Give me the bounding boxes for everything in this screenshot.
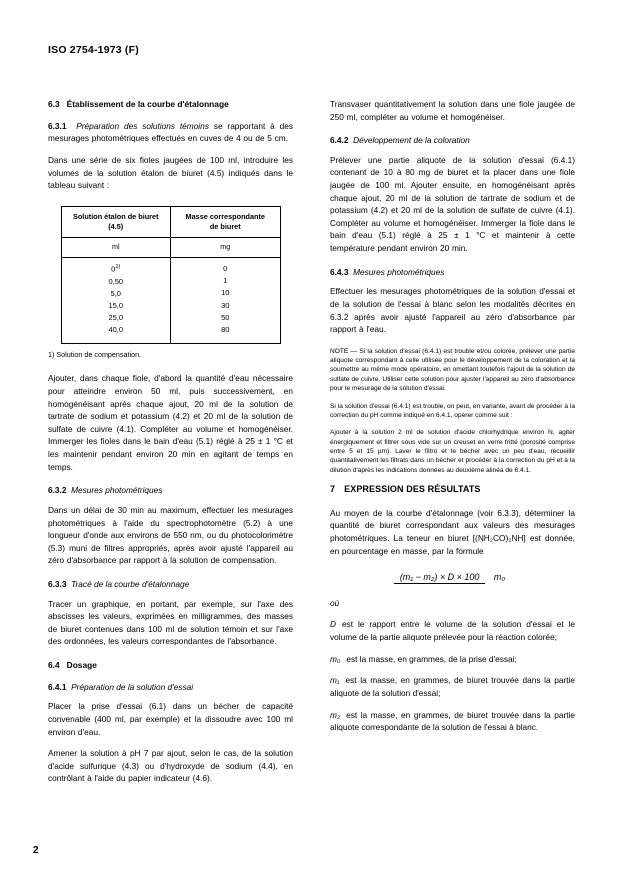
clause-6-4-3-title: Mesures photométriques (353, 266, 445, 277)
clause-6-3-1-title: Préparation des solutions témoins (76, 120, 209, 131)
right-column (330, 98, 575, 743)
clause-6-4-2-number: 6.4.2 (330, 135, 349, 146)
clause-6-3-2-paragraph: Dans un délai de 30 min au maximum, effectuer les mesurages photométriques à l'aide du spectrophotomètre (5.2) à une longueur d'onde aux environs de 550 nm, ou du photocolorimètre (5.3) muni de filtres appropriés, après avoir ajusté l'appareil au zéro d'absorbance par rapport à la solution de compensation. (48, 504, 293, 566)
section-7-title: EXPRESSION DES RÉSULTATS (344, 484, 481, 495)
page-number: 2 (33, 845, 39, 856)
calibration-table (61, 206, 281, 344)
definition-symbol: D (330, 619, 336, 630)
table-row: 25,0 (108, 313, 124, 323)
clause-6-4-1-heading (48, 681, 293, 694)
definition-text: est la masse, en grammes, de la prise d'essai; (346, 653, 517, 664)
definition-symbol: m₀ (330, 653, 341, 664)
clause-6-3-1-text: se rapportant à des mesurages photométriques effectués en cuves de 4 ou de 5 cm. (48, 120, 293, 144)
clause-6-4-1-paragraph-1: Placer la prise d'essai (6.1) dans un bécher de capacité convenable (400 ml, par exemple) et la dissoudre avec 100 ml environ d'eau. (48, 701, 293, 737)
definition-m2 (330, 709, 575, 734)
note-paragraph-1 (330, 347, 575, 394)
clause-6-3-1-paragraph-2: Dans une série de six fioles jaugées de 100 ml, introduire les volumes de la solution étalon de biuret (4.5) indiqués dans le tableau suivant : (48, 154, 293, 191)
clause-6-4-heading (48, 659, 293, 672)
table-values-volume (62, 258, 171, 342)
clause-6-4-number: 6.4 (48, 660, 60, 671)
clause-6-4-3-paragraph: Effectuer les mesurages photométriques de la solution d'essai et de la solution de l'essai à blanc selon les modalités décrites en 6.3.2 après avoir ajusté l'appareil au zéro d'absorbance par rapport à l'eau. (330, 286, 575, 335)
clause-6-3-2-heading (48, 484, 293, 497)
clause-6-3-1-paragraph (48, 120, 293, 145)
section-7-paragraph: Au moyen de la courbe d'étalonnage (voir 6.3.3), déterminer la quantité de biuret correspondant aux valeurs des mesurages photométriques. La teneur en biuret [(NH₂CO)₂NH] est donnée, en pourcentage en masse, par la formule (330, 507, 575, 556)
table-row: 40,0 (108, 325, 124, 335)
note-paragraph-3: Ajouter à la solution 2 ml de solution d'acide chlorhydrique environ N, agiter énergiquement et filtrer sous vide sur un creuset en verre fritté (porosité comprise entre 5 et 15 µm). Laver le filtro et le bécher avec un peu d'eau, recueillir quantitativement les filtrats dans un bécher et procéder à la correction du pH et à la dilution d'après les indications données au deuxième alinéa de 6.4.1. (330, 429, 575, 474)
table-row: 10 (221, 288, 230, 298)
definition-symbol: m₂ (330, 709, 341, 720)
paragraph-after-table: Ajouter, dans chaque fiole, d'abord la quantité d'eau nécessaire pour atteindre environ 50 ml, puis successivement, en homogénéisant après chaque ajout, 20 ml de la solution de tartrate de sodium et potassium (4.2) et 20 ml de la solution de sulfate de cuivre (4.1). Compléter au volume et homogénéiser. Immerger les fioles dans le bain d'eau (5.1) réglé à 25 ± 1 °C et les maintenir pendant environ 20 min en agitant de temps en temps. (48, 373, 293, 472)
table-row: 1 (223, 276, 228, 286)
clause-6-3-3-number: 6.3.3 (48, 578, 67, 589)
clause-6-3-heading (48, 98, 293, 111)
table-header-volume (62, 207, 171, 237)
table-row: 80 (221, 324, 230, 334)
table-row: 0 (223, 264, 228, 274)
clause-6-4-2-paragraph: Prélever une partie aliquote de la solution d'essai (6.4.1) contenant de 10 à 80 mg de biuret et la placer dans une fiole jaugée de 100 ml. Ajouter ensuite, en homogénéisant après chaque ajout, 20 ml de la solution de tartrate de sodium et de potassium (4.2) et 20 ml de la solution de sulfate de cuivre (4.1). Compléter au volume et homogénéiser. Immerger la fiole dans le bain d'eau (5.1) réglé à 25 ± 1 °C et maintenir à cette température pendant environ 20 min. (330, 154, 575, 254)
formula-numerator: (m₁ − m₂) × D × 100 (394, 572, 486, 584)
table-header-volume-line1: Solution étalon de biuret (72, 211, 159, 221)
document-header: ISO 2754-1973 (F) (48, 44, 139, 56)
note-paragraph-2: Si la solution d'essai (6.4.1) est trouble, on peut, en variante, avant de procéder à la correction du pH comme indiqué en 6.4.1, opérer comme suit : (330, 402, 575, 419)
definition-m1 (330, 674, 575, 699)
table-col-mass (171, 207, 280, 343)
table-col-volume (62, 207, 172, 343)
clause-6-3-2-number: 6.3.2 (48, 485, 67, 496)
formula-denominator: m₀ (493, 572, 506, 583)
table-row: 50 (221, 312, 230, 322)
table-row: 15,0 (108, 301, 124, 311)
table-values-mass (171, 258, 280, 342)
clause-6-4-1-title: Préparation de la solution d'essai (71, 681, 194, 692)
definition-D (330, 618, 575, 643)
clause-6-4-3-number: 6.4.3 (330, 266, 349, 277)
clause-6-4-2-heading (330, 134, 575, 147)
table-header-mass (171, 207, 280, 237)
table-row: 0,50 (108, 276, 124, 286)
clause-6-4-2-title: Développement de la coloration (353, 135, 470, 146)
definition-text: est la masse, en grammes, de biuret trouvée dans la partie aliquote correspondante de la solution de l'essai à blanc. (330, 709, 575, 733)
clause-6-3-3-title: Tracé de la courbe d'étalonnage (71, 578, 190, 589)
table-head-row (62, 207, 280, 343)
clause-6-3-1-number: 6.3.1 (48, 120, 67, 131)
clause-6-3-title: Établissement de la courbe d'étalonnage (66, 99, 229, 109)
clause-6-4-3-heading (330, 266, 575, 279)
table-header-volume-line2: (4.5) (108, 222, 124, 232)
table-footnote: 1) Solution de compensation. (48, 349, 142, 359)
calibration-table-wrapper (48, 206, 293, 344)
clause-6-4-1-paragraph-2: Amener la solution à pH 7 par ajout, selon le cas, de la solution d'acide sulfurique (4.3) ou d'hydroxyde de sodium (4.4), en contrôlant à l'aide du papier indicateur (4.6). (48, 748, 293, 784)
table-row: 30 (221, 300, 230, 310)
table-header-mass-line2: de biuret (209, 222, 241, 232)
clause-6-3-2-title: Mesures photométriques (71, 485, 163, 496)
formula-fraction (394, 571, 511, 585)
table-header-mass-line1: Masse correspondante (185, 211, 265, 221)
biuret-formula (330, 571, 575, 585)
clause-6-4-1-number: 6.4.1 (48, 681, 67, 692)
table-unit-volume: ml (62, 237, 171, 258)
right-top-paragraph: Transvaser quantitativement la solution dans une fiole jaugée de 250 ml, compléter au volume et homogénéiser. (330, 99, 575, 122)
table-unit-mass: mg (171, 237, 280, 258)
clause-6-4-title: Dosage (66, 660, 97, 671)
left-column (48, 98, 293, 794)
definition-text: est le rapport entre le volume de la solution d'essai et le volume de la partie aliquote prélevée pour la réaction colorée; (330, 619, 575, 643)
note-text-1: — Si la solution d'essai (6.4.1) est trouble et/ou colorée, prélever une partie aliquote correspondant à celle utilisée pour le développement de la coloration et la soumettre au même mode opératoire, en omettant toutefois l'ajout de la solution de sulfate de cuivre. Utiliser cette solution pour ajuster l'appareil au zéro d'absorbance pour le mesurage de la solution d'essai. (330, 347, 575, 393)
definition-symbol: m₁ (330, 675, 340, 686)
note-label: NOTE (330, 347, 349, 355)
table-row: 5,0 (110, 288, 121, 298)
definition-text: est la masse, en grammes, de biuret trouvée dans la partie aliquote de la solution d'essai; (330, 675, 575, 698)
table-row: 0$^{1)}$ (111, 264, 121, 274)
footnote-marker: 1) (115, 264, 121, 271)
definition-m0 (330, 653, 575, 666)
section-7-heading (330, 483, 575, 497)
clause-6-3-3-heading (48, 578, 293, 591)
section-7-number: 7 (330, 484, 336, 495)
clause-6-3-3-paragraph: Tracer un graphique, en portant, par exemple, sur l'axe des abscisses les valeurs, exprimées en milligrammes, des masses de biuret contenues dans 100 ml de solution témoin et sur l'axe des ordonnées, les valeurs correspondantes de l'absorbance. (48, 598, 293, 647)
clause-6-3-number: 6.3 (48, 99, 60, 109)
two-column-body (48, 98, 575, 794)
where-label: où (330, 597, 340, 608)
